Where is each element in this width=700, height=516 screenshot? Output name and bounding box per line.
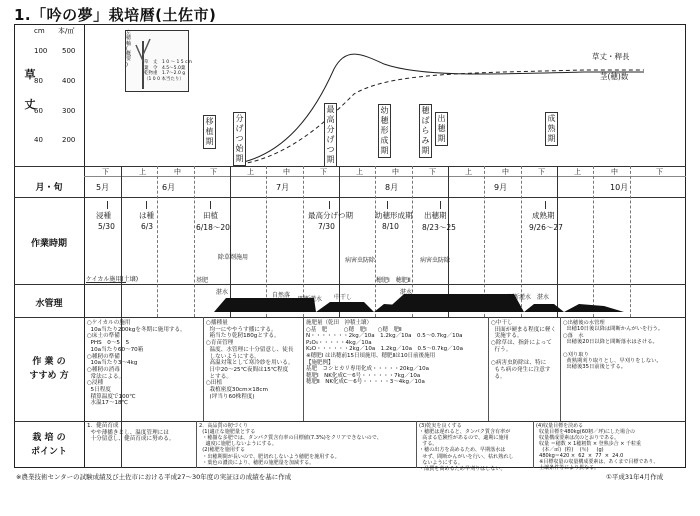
point-divider bbox=[196, 421, 197, 468]
stage-tiller-start: 分 げ つ 始 期 bbox=[233, 112, 246, 166]
point-col-4: (4)収量目標を決める 収量目標を480kg(60籾／坪)にした場合の 収量構成要素は次のとおりである。 収量 ＝穂数 × 1穂籾数 × 登熟歩合 × 千粒重 (本／㎡) (粒) (％) (g) 480kg＝420 × 62 × 77 × 24.0 ※目標収量の収量構成要素は、あくまで目標であり、 土壌条件等により異なる。 bbox=[536, 423, 659, 471]
decade-cell: 中 bbox=[611, 168, 618, 176]
work-maxtiller-label: 最高分げつ期 bbox=[308, 211, 353, 220]
photo-specs: 草 丈 1 0 ～ 1 5 cm 葉 令 4.5～5.0葉 乾物重 1.7～2.0 g （1 0 0 本当たり） bbox=[144, 60, 192, 82]
work-arrow bbox=[210, 201, 211, 209]
decade-cell: 中 bbox=[174, 168, 181, 176]
point-col-1: 1．健苗育成 やや薄播きとし、温度管理には 十分留意し、健苗育成に努める。 bbox=[87, 423, 175, 443]
count-tick-0: 500 bbox=[62, 47, 76, 55]
method-col-4: ○中干し 田面が硬まる程度に軽く 実施する。 ○除草は、指針によって 行う。 ○病害虫防除は、特に もち病の発生に注意す る。 bbox=[491, 320, 557, 380]
stage-heading: 出 穂 期 bbox=[435, 112, 448, 146]
month-jul: 7月 bbox=[276, 183, 290, 192]
work-arrow bbox=[545, 201, 546, 209]
legend-count: 茎(穂)数 bbox=[600, 72, 629, 81]
stage-transplant: 移 植 期 bbox=[203, 115, 216, 149]
decade-cell: 下 bbox=[210, 168, 217, 176]
cm-unit: cm bbox=[34, 27, 45, 35]
point-divider bbox=[533, 421, 534, 468]
work-heading-date: 8/23～25 bbox=[422, 223, 456, 232]
work-sow-label: は種 bbox=[139, 211, 154, 220]
decade-cell: 上 bbox=[139, 168, 146, 176]
point-col-2: 2．高品質の籾づくり (1)適正な施肥量とする ・穂揃な多肥では、タンパク質含有率の目標値(7.3%)をクリアできないので、 適度に施肥しないようにする。 (2)穂肥を施用する ・出穂期間が長いので、肥切れしないよう穂肥を施用する。 ・葉色の濃淡により、穂肥の施肥量を加減する。 bbox=[199, 423, 382, 466]
work-arrow bbox=[387, 201, 388, 209]
method-col-2: ○播種量 均一にややうす播にする。 箱当たり乾籾180gとする。 ○育苗管理 温度、水管理に十分留意し、徒長 しないようにする。 高温対策として寒冷紗を用いる。 日中20～25℃夜間は15℃程度 とする。 ○田植 栽植密度30cm×18cm (坪当り60株程度) bbox=[206, 320, 294, 400]
month-oct: 10月 bbox=[610, 183, 629, 192]
method-row-label: 作 業 の すすめ 方 bbox=[29, 357, 69, 381]
cm-tick-0: 100 bbox=[34, 47, 48, 55]
work-row-label: 作業時期 bbox=[30, 239, 67, 249]
point-divider bbox=[416, 421, 417, 468]
work-calcium-bar bbox=[86, 282, 126, 283]
work-panicle-label: 幼穂形成期 bbox=[375, 211, 413, 220]
month-sep: 9月 bbox=[494, 183, 508, 192]
method-divider bbox=[488, 317, 489, 421]
cm-tick-1: 80 bbox=[34, 77, 43, 85]
count-tick-1: 400 bbox=[62, 77, 76, 85]
month-may: 5月 bbox=[96, 183, 110, 192]
count-tick-2: 300 bbox=[62, 107, 76, 115]
method-divider bbox=[560, 317, 561, 421]
water-profile bbox=[84, 284, 686, 317]
work-heading-label: 出穂期 bbox=[424, 211, 447, 220]
legend-height: 草丈・稈長 bbox=[592, 52, 630, 61]
work-topdress-label: 穂肥Ⅰ 穂肥Ⅱ bbox=[376, 277, 411, 284]
decade-cell: 上 bbox=[465, 168, 472, 176]
work-maturity-date: 9/26～27 bbox=[529, 223, 563, 232]
work-basal-label: 基肥 bbox=[196, 277, 209, 284]
work-sow-date: 6/3 bbox=[141, 222, 154, 231]
decade-cell: 下 bbox=[320, 168, 327, 176]
month-aug: 8月 bbox=[385, 183, 399, 192]
water-intermittent: 間断灌水 bbox=[507, 294, 532, 301]
work-plant-label: 田植 bbox=[203, 211, 218, 220]
water-flood-3: 湛水 bbox=[537, 294, 550, 301]
water-mid-dry: 中干し bbox=[334, 294, 353, 301]
work-arrow bbox=[146, 201, 147, 209]
divider-water bbox=[14, 317, 686, 318]
decade-cell: 上 bbox=[247, 168, 254, 176]
growth-axis-label: 草 丈 bbox=[24, 68, 36, 111]
water-mid-drain: 間断灌水 bbox=[298, 296, 323, 303]
divider-method bbox=[14, 421, 686, 422]
work-plant-date: 6/18～20 bbox=[196, 223, 230, 232]
method-divider bbox=[203, 317, 204, 421]
divider-month bbox=[14, 197, 686, 198]
page-title: 1.「吟の夢」栽培暦(土佐市) bbox=[14, 6, 217, 24]
decade-cell: 上 bbox=[356, 168, 363, 176]
stage-booting: 穂 ば ら み 期 bbox=[419, 104, 432, 158]
water-natural: 自然落 bbox=[272, 292, 291, 299]
work-arrow bbox=[329, 201, 330, 209]
water-flood-1: 湛水 bbox=[216, 289, 229, 296]
point-col-3: (3)乾実を良くする ・穂肥は遅れると、タンパク質含有率が 高まる危険性があるので、適期に施用 する。 ・穂の出方を高めるため、早期落水は せず、間断かんがいを行い、枯れ熟れし ないようにする。 ・品質を高めるため早刈りはしない。 bbox=[419, 423, 514, 472]
decade-cell: 中 bbox=[392, 168, 399, 176]
method-col-5: ○出穂後の水管理 出穂10日後以降は間断かんがいを行う。 ○落 水 出穂後20日以降と間断落水はさける。 ○刈り取り 黄熟期刈り取りとし、早刈りをしない。 出穂後35日前後とする。 bbox=[563, 320, 664, 371]
decade-cell: 下 bbox=[538, 168, 545, 176]
work-arrow bbox=[107, 201, 108, 209]
method-col-1: ○ケイカルの施用 10a当たり200kgを冬期に施用する。 ○床土の準備 PHS 0～5 5 10a当たり60～70箱 ○種籾の準備 10a当たり3～4kg ○種籾の消毒 常法による。 ○浸種 5日程度 積算温度で100℃ 水温17～18℃ bbox=[87, 320, 186, 407]
stage-panicle-form: 幼 穂 形 成 期 bbox=[378, 104, 391, 158]
stage-max-tiller: 最 高 分 げ つ 期 bbox=[324, 103, 337, 167]
decade-cell: 中 bbox=[502, 168, 509, 176]
work-pest-2-label: 病害虫防除 bbox=[420, 257, 451, 264]
water-flood-2: 湛水 bbox=[400, 289, 413, 296]
method-col-3: 施肥量（乾田 沖積土壌） ○基 肥 ○穂 肥Ⅰ ○穂 肥Ⅱ N・・・・・・・2kg／10a 1.2kg／10a 0.5～0.7kg／10a P₂O₅・・・・・4kg／10a K₂O・・・・・・2kg／10a 1.2kg／10a 0.5～0.7kg／10a ※穂肥Ⅰ は出穂前15日頃施用、穂肥Ⅱは10日前後施用 【施肥例】 基肥 コシヒカリ専用化成・・・・・20kg／10a 穂肥Ⅰ NK化成C－6号・・・・・・7kg／10a 穂肥Ⅱ NK化成C－6号・・・・・3～4kg／10a bbox=[306, 320, 464, 386]
point-row-label: 栽 培 の ポイント bbox=[30, 433, 67, 457]
method-divider bbox=[303, 317, 304, 421]
stage-maturity: 成 熟 期 bbox=[545, 112, 558, 146]
month-row-label: 月・旬 bbox=[35, 183, 63, 193]
work-weed-label: 除草剤施用 bbox=[218, 254, 249, 261]
work-maxtiller-date: 7/30 bbox=[318, 222, 335, 231]
decade-row bbox=[84, 166, 686, 177]
count-unit: 本/㎡ bbox=[58, 27, 75, 35]
footer-date: ①平成31年4月作成 bbox=[606, 473, 664, 481]
count-tick-3: 200 bbox=[62, 136, 76, 144]
cm-tick-2: 60 bbox=[34, 107, 43, 115]
footer-note: ※農業技術センターの試験成績及び土佐市における平成27～30年度の実証ほの成績を基に作成 bbox=[16, 473, 292, 481]
decade-cell: 下 bbox=[429, 168, 436, 176]
month-jun: 6月 bbox=[162, 183, 176, 192]
photo-caption: 左 穂 軸 ( 概 要 ) bbox=[126, 30, 132, 68]
water-row-label: 水管理 bbox=[35, 299, 63, 309]
work-soak-date: 5/30 bbox=[98, 222, 115, 231]
decade-cell: 下 bbox=[656, 168, 663, 176]
decade-cell: 下 bbox=[102, 168, 109, 176]
work-panicle-date: 8/10 bbox=[382, 222, 399, 231]
work-maturity-label: 成熟期 bbox=[532, 211, 555, 220]
work-soak-label: 浸種 bbox=[96, 211, 111, 220]
work-calcium-label: ケイカル施用(土壌) bbox=[86, 276, 139, 283]
cm-tick-3: 40 bbox=[34, 136, 43, 144]
work-pest-1-label: 病害虫防除 bbox=[345, 257, 376, 264]
decade-cell: 中 bbox=[283, 168, 290, 176]
decade-cell: 上 bbox=[574, 168, 581, 176]
work-arrow bbox=[440, 201, 441, 209]
